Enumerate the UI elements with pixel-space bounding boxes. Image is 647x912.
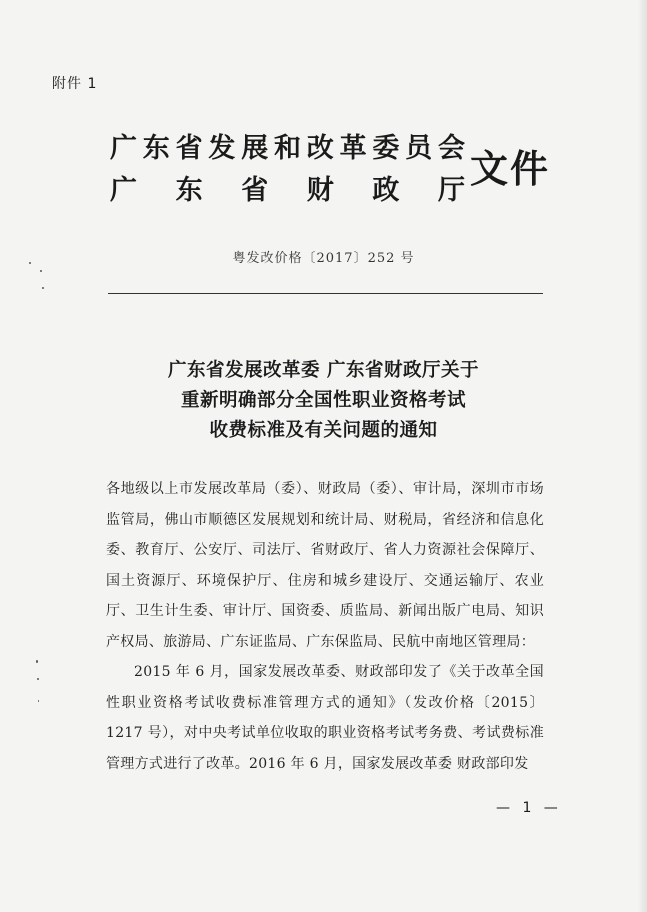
attachment-label: 附件 1 [52, 76, 98, 92]
issuer-char: 改 [306, 133, 334, 164]
issuer-line-2 [110, 170, 465, 212]
document-type-suffix: 文件 [470, 146, 551, 191]
issuer-char: 革 [339, 133, 367, 164]
scan-edge-shadow [637, 0, 647, 912]
page-number: — 1 — [496, 800, 562, 816]
issuer-char: 发 [208, 133, 236, 164]
issuer-char: 员 [405, 133, 433, 164]
scan-speck [36, 660, 38, 663]
scan-speck [40, 270, 42, 272]
document-body [106, 474, 544, 779]
title-line-3: 收费标准及有关问题的通知 [209, 420, 438, 441]
issuer-char: 东 [142, 133, 170, 164]
issuer-char: 东 [175, 175, 203, 206]
issuer-char: 厅 [437, 175, 465, 206]
title-line-1: 广东省发展改革委 广东省财政厅关于 [168, 360, 479, 381]
issuer-char: 财 [306, 175, 334, 206]
scan-speck [38, 700, 39, 702]
scan-speck [29, 262, 31, 264]
issuer-block [110, 128, 470, 212]
document-title [0, 356, 647, 446]
issuer-char: 展 [241, 133, 269, 164]
scan-speck [42, 287, 44, 289]
issuer-char: 广 [110, 175, 137, 206]
document-number: 粤发改价格〔2017〕252 号 [232, 251, 415, 266]
title-line-2: 重新明确部分全国性职业资格考试 [180, 390, 466, 411]
issuer-char: 和 [273, 133, 301, 164]
issuer-char: 广 [110, 133, 137, 164]
issuer-char: 省 [175, 133, 203, 164]
scan-speck [37, 678, 39, 680]
body-paragraph: 2015 年 6 月，国家发展改革委、财政部印发了《关于改革全国性职业资格考试收费标准管理方式的通知》（发改价格〔2015〕1217 号），对中央考试单位收取的职业资格考试考务费、考试费标准管理方式进行了改革。2016 年 6 月，国家发展改革委 财政部印发 [106, 664, 544, 772]
issuer-line-1 [110, 128, 465, 170]
header-divider [108, 293, 543, 294]
issuer-char: 政 [372, 175, 400, 206]
addressees-paragraph: 各地级以上市发展改革局（委）、财政局（委）、审计局，深圳市市场监管局，佛山市顺德区发展规划和统计局、财税局，省经济和信息化委、教育厅、公安厅、司法厅、省财政厅、省人力资源社会保障厅、国土资源厅、环境保护厅、住房和城乡建设厅、交通运输厅、农业厅、卫生计生委、审计厅、国资委、质监局、新闻出版广电局、知识产权局、旅游局、广东证监局、广东保监局、民航中南地区管理局： [106, 481, 544, 650]
issuer-char: 委 [372, 133, 400, 164]
issuer-char: 会 [437, 133, 465, 164]
issuer-char: 省 [241, 175, 269, 206]
